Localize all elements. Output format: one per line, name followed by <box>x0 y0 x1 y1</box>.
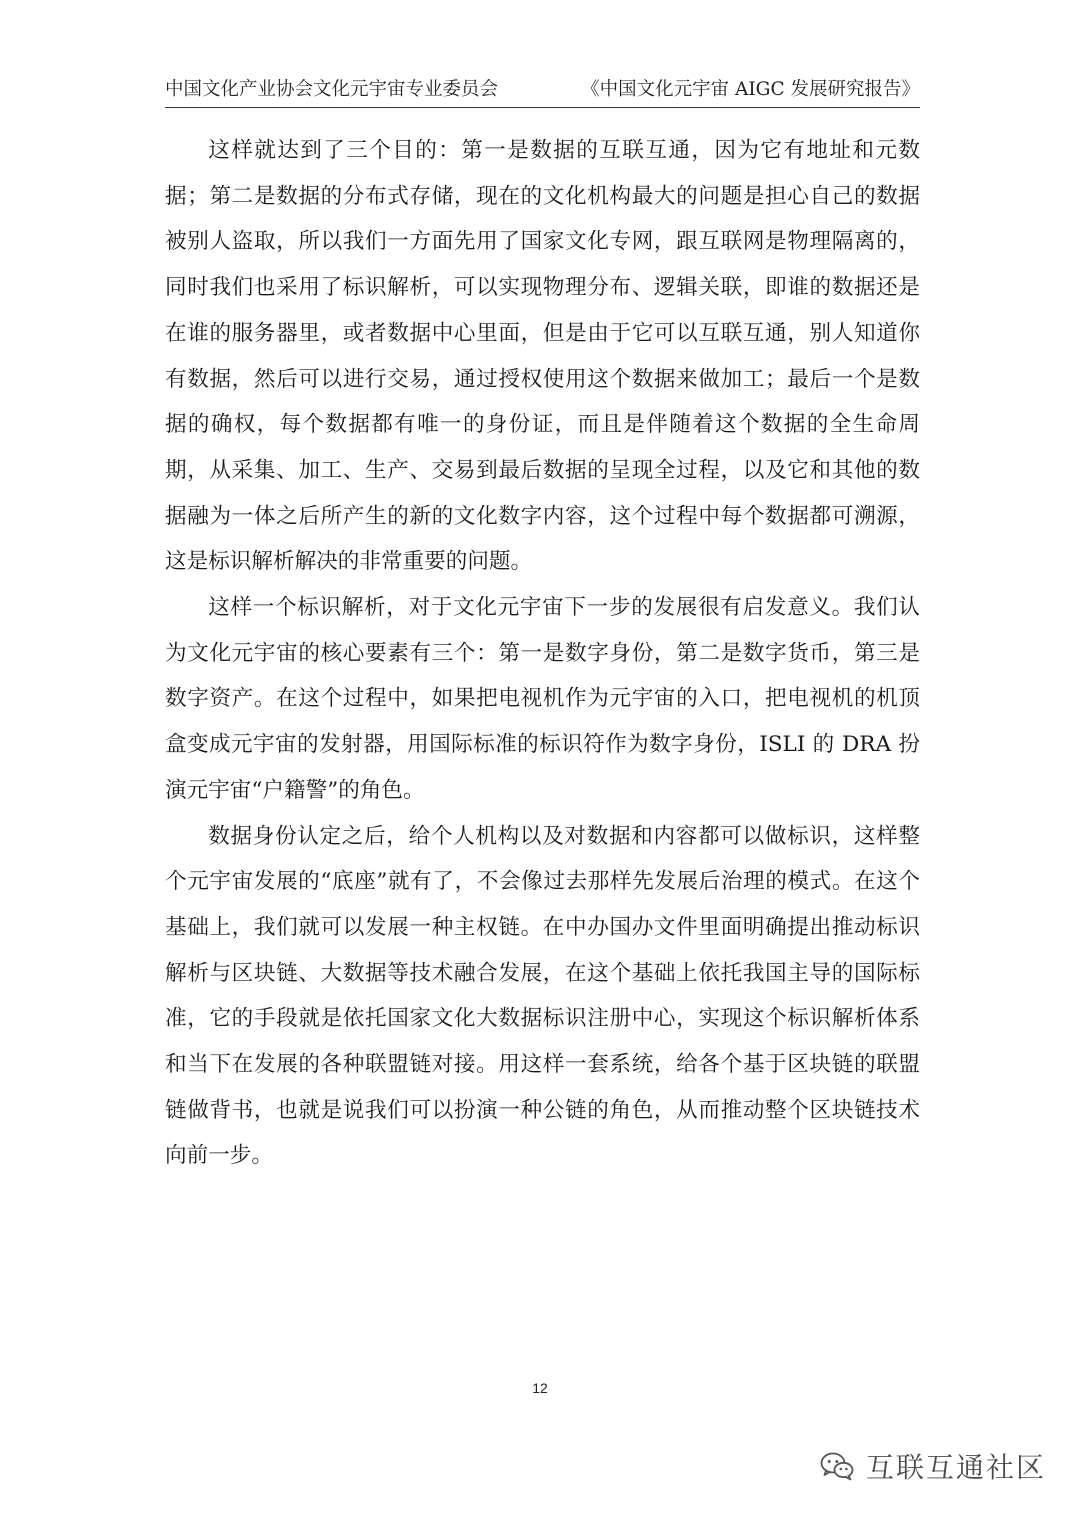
watermark-text: 互联互通社区 <box>865 1451 1046 1484</box>
source-watermark <box>820 1446 1046 1486</box>
paragraph-1: 这样就达到了三个目的：第一是数据的互联互通，因为它有地址和元数据；第二是数据的分布式存储，现在的文化机构最大的问题是担心自己的数据被别人盗取，所以我们一方面先用了国家文化专网，跟互联网是物理隔离的，同时我们也采用了标识解析，可以实现物理分布、逻辑关联，即谁的数据还是在谁的服务器里，或者数据中心里面，但是由于它可以互联互通，别人知道你有数据，然后可以进行交易，通过授权使用这个数据来做加工；最后一个是数据的确权，每个数据都有唯一的身份证，而且是伴随着这个数据的全生命周期，从采集、加工、生产、交易到最后数据的呈现全过程，以及它和其他的数据融为一体之后所产生的新的文化数字内容，这个过程中每个数据都可溯源，这是标识解析解决的非常重要的问题。 <box>165 138 920 575</box>
body-text <box>165 128 920 1179</box>
page-number: 12 <box>532 1380 548 1396</box>
page-header <box>165 76 920 104</box>
wechat-icon <box>820 1451 854 1481</box>
paragraph-3: 数据身份认定之后，给个人机构以及对数据和内容都可以做标识，这样整个元宇宙发展的“底座”就有了，不会像过去那样先发展后治理的模式。在这个基础上，我们就可以发展一种主权链。在中办国办文件里面明确提出推动标识解析与区块链、大数据等技术融合发展，在这个基础上依托我国主导的国际标准，它的手段就是依托国家文化大数据标识注册中心，实现这个标识解析体系和当下在发展的各种联盟链对接。用这样一套系统，给各个基于区块链的联盟链做背书，也就是说我们可以扮演一种公链的角色，从而推动整个区块链技术向前一步。 <box>165 823 920 1169</box>
header-divider <box>165 107 920 108</box>
paragraph-2: 这样一个标识解析，对于文化元宇宙下一步的发展很有启发意义。我们认为文化元宇宙的核心要素有三个：第一是数字身份，第二是数字货币，第三是数字资产。在这个过程中，如果把电视机作为元宇宙的入口，把电视机的机顶盒变成元宇宙的发射器，用国际标准的标识符作为数字身份，ISLI 的 DRA 扮演元宇宙“户籍警”的角色。 <box>165 595 920 803</box>
header-report-title: 《中国文化元宇宙 AIGC 发展研究报告》 <box>581 79 920 100</box>
header-organization: 中国文化产业协会文化元宇宙专业委员会 <box>165 79 499 100</box>
